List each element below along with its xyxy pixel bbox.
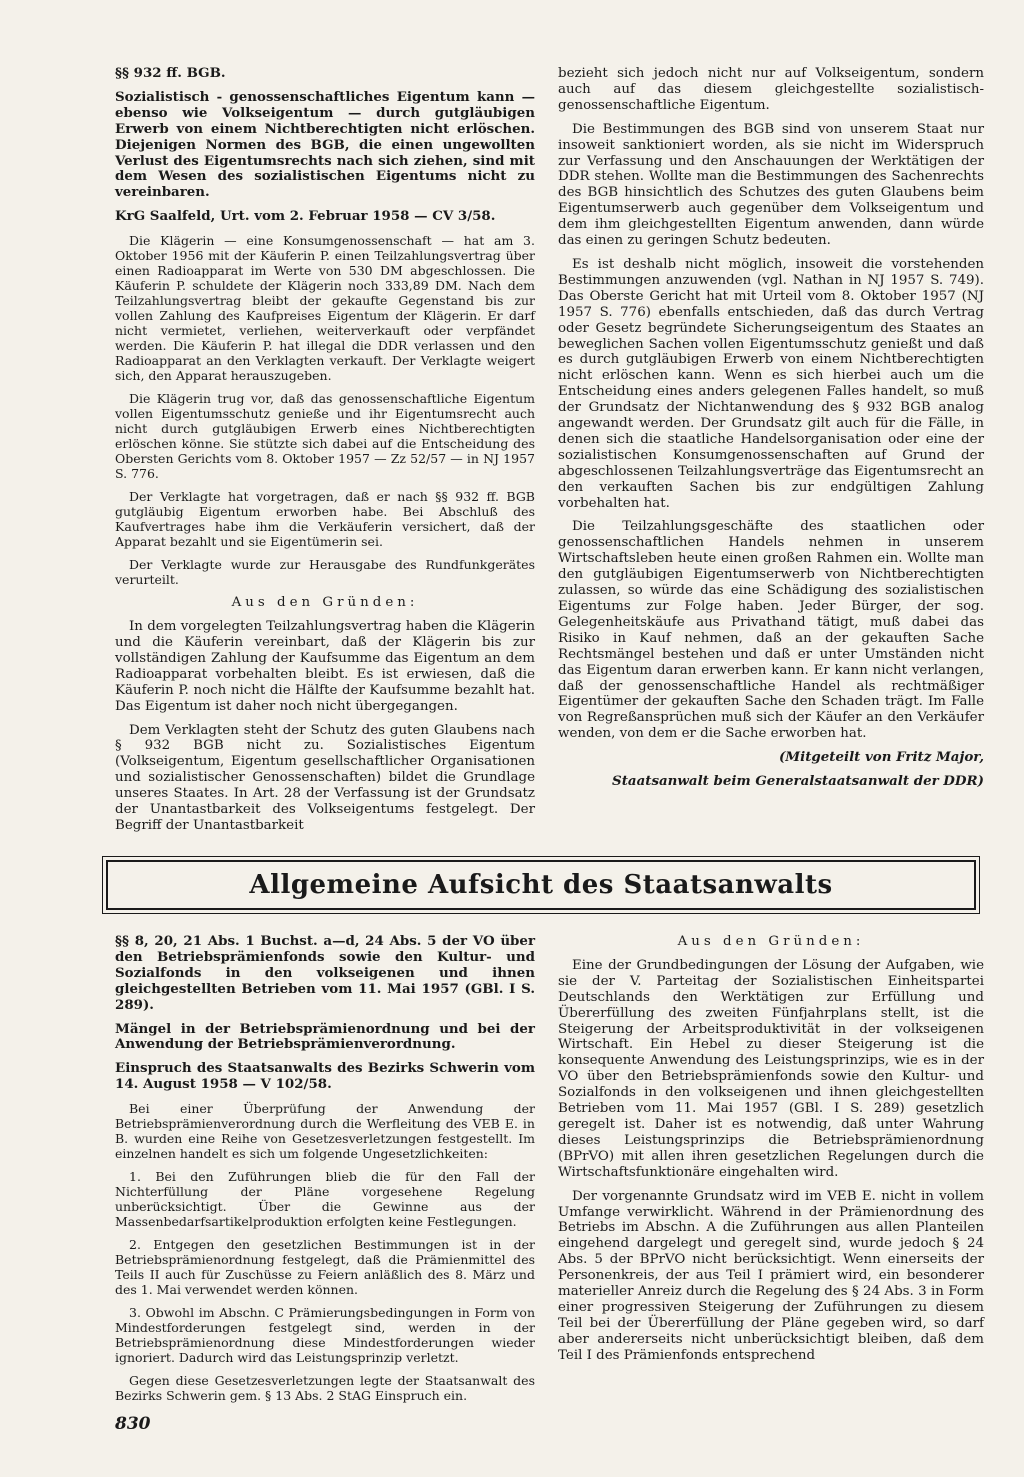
case2-closing: Gegen diese Gesetzesverletzungen legte der Staatsanwalt des Bezirks Schwerin gem. § 13 Abs. 2 StAG Einspruch ein. [115, 1373, 535, 1404]
case1-reason-right-1: bezieht sich jedoch nicht nur auf Volkseigentum, sondern auch auf das diesem gleichgestellte sozialistisch-genossenschaftliche Eigentum. [558, 66, 984, 113]
page-number: 830 [115, 1414, 151, 1434]
case1-fact-4: Der Verklagte wurde zur Herausgabe des Rundfunkgerätes verurteilt. [115, 557, 535, 588]
case2-item-1: 1. Bei den Zuführungen blieb die für den Fall der Nichterfüllung der Pläne vorgesehene Regelung unberücksichtigt. Über die Gewinne aus der Massenbedarfsartikelproduktion erfolgten keine Festlegungen. [115, 1169, 535, 1230]
case2-item-3: 3. Obwohl im Abschn. C Prämierungsbedingungen in Form von Mindestforderungen festgelegt sind, werden in der Betriebsprämienordnung diese Mindestforderungen wieder ignoriert. Dadurch wird das Leistungsprinzip verletzt. [115, 1305, 535, 1366]
column-top-left [115, 66, 535, 842]
signature-line-2: Staatsanwalt beim Generalstaatsanwalt der DDR) [612, 773, 984, 790]
case2-intro: Bei einer Überprüfung der Anwendung der Betriebsprämienverordnung durch die Werfleitung des VEB E. in B. wurden eine Reihe von Gesetzesverletzungen festgestellt. Im einzelnen handelt es sich um folgende Ungesetzlichkeiten: [115, 1101, 535, 1162]
case2-reason-1: Eine der Grundbedingungen der Lösung der Aufgaben, wie sie der V. Parteitag der Sozialistischen Einheitspartei Deutschlands den Werktätigen zur Erfüllung und Übererfüllung des zweiten Fünfjahrplans stellt, ist die Steigerung der Arbeitsproduktivität in der volkseigenen Wirtschaft. Ein Hebel zu dieser Steigerung ist die konsequente Anwendung des Leistungsprinzips, wie es in der VO über den Betriebsprämienfonds sowie den Kultur- und Sozialfonds in den volkseigenen und ihnen gleichgestellten Betrieben vom 11. Mai 1957 (GBl. I S. 289) gesetzlich geregelt ist. Daher ist es notwendig, daß unter Wahrung dieses Leistungsprinzips die Betriebsprämienordnung (BPrVO) mit allen ihren gesetzlichen Regelungen durch die Wirtschaftsfunktionäre eingehalten wird. [558, 957, 984, 1180]
column-top-right [558, 66, 984, 798]
case1-fact-3: Der Verklagte hat vorgetragen, daß er nach §§ 932 ff. BGB gutgläubig Eigentum erworben habe. Bei Abschluß des Kaufvertrages habe ihm die Verkäuferin versichert, daß der Apparat bezahlt und sie Eigentümerin sei. [115, 489, 535, 550]
case1-fact-1: Die Klägerin — eine Konsumgenossenschaft — hat am 3. Oktober 1956 mit der Käuferin P. einen Teilzahlungsvertrag über einen Radioapparat im Werte von 530 DM abgeschlossen. Die Käuferin P. schuldete der Klägerin noch 333,89 DM. Nach dem Teilzahlungsvertrag bleibt der gekaufte Gegenstand bis zur vollen Zahlung des Kaufpreises Eigentum der Klägerin. Er darf nicht vermietet, verliehen, weiterverkauft oder verpfändet werden. Die Käuferin P. hat illegal die DDR verlassen und den Radioapparat an den Verklagten verkauft. Der Verklagte weigert sich, den Apparat herauszugeben. [115, 233, 535, 384]
case1-reason-right-2: Die Bestimmungen des BGB sind von unserem Staat nur insoweit sanktioniert worden, als sie nicht im Widerspruch zur Verfassung und den Anschauungen der Werktätigen der DDR stehen. Wollte man die Bestimmungen des Sachenrechts des BGB hinsichtlich des Schutzes des guten Glaubens beim Eigentumserwerb auch gegenüber dem Volkseigentum und dem ihm gleichgestellten Eigentum anwenden, dann würde das einen zu geringen Schutz bedeuten. [558, 121, 984, 249]
case1-reason-right-3: Es ist deshalb nicht möglich, insoweit die vorstehenden Bestimmungen anzuwenden (vgl. Nathan in NJ 1957 S. 749). Das Oberste Gericht hat mit Urteil vom 8. Oktober 1957 (NJ 1957 S. 776) ebenfalls entschieden, daß das durch Vertrag oder Gesetz begründete Sicherungseigentum des Staates an beweglichen Sachen vollen Eigentumsschutz genießt und daß es durch gutgläubigen Erwerb von einem Nichtberechtigten nicht erlöschen kann. Wenn es sich hierbei auch um die Entscheidung eines anders gelegenen Falles handelt, so muß der Grundsatz der Nichtanwendung des § 932 BGB analog angewandt werden. Der Grundsatz gilt auch für die Fälle, in denen sich die staatliche Handelsorganisation oder eine der sozialistischen Konsumgenossenschaften auf Grund der abgeschlossenen Teilzahlungsverträge das Eigentumsrecht an den verkauften Sachen bis zur endgültigen Zahlung vorbehalten hat. [558, 256, 984, 511]
case1-reason-left-2: Dem Verklagten steht der Schutz des guten Glaubens nach § 932 BGB nicht zu. Sozialistisches Eigentum (Volkseigentum, Eigentum gesellschaftlicher Organisationen und sozialistischer Genossenschaften) bildet die Grundlage unseres Staates. In Art. 28 der Verfassung ist der Grundsatz der Unantastbarkeit des Volkseigentums festgelegt. Der Begriff der Unantastbarkeit [115, 722, 535, 833]
section-heading-box [106, 860, 976, 910]
case1-reference: §§ 932 ff. BGB. [115, 65, 226, 81]
case2-protest: Einspruch des Staatsanwalts des Bezirks Schwerin vom 14. August 1958 — V 102/58. [115, 1060, 535, 1093]
case1-reasons-heading: Aus den Gründen: [231, 595, 419, 611]
case1-court: KrG Saalfeld, Urt. vom 2. Februar 1958 — CV 3/58. [115, 208, 496, 225]
column-bottom-left [115, 934, 535, 1411]
case2-reasons-heading: Aus den Gründen: [677, 934, 865, 949]
case1-reason-left-1: In dem vorgelegten Teilzahlungsvertrag haben die Klägerin und die Käuferin vereinbart, daß der Klägerin bis zur vollständigen Zahlung der Kaufsumme das Eigentum an dem Radioapparat vorbehalten bleibt. Es ist erwiesen, daß die Käuferin P. noch nicht die Hälfte der Kaufsumme bezahlt hat. Das Eigentum ist daher noch nicht übergegangen. [115, 619, 535, 714]
case1-reason-right-4: Die Teilzahlungsgeschäfte des staatlichen oder genossenschaftlichen Handels nehmen in unserem Wirtschaftsleben heute einen großen Rahmen ein. Wollte man den gutgläubigen Eigentumserwerb von Nichtberechtigten zulassen, so würde das eine Schädigung des sozialistischen Eigentums zur Folge haben. Jeder Bürger, der sog. Gelegenheitskäufe aus Privathand tätigt, muß dabei das Risiko in Kauf nehmen, daß an der gekauften Sache Rechtsmängel bestehen und daß er unter Umständen nicht das Eigentum daran erwerben kann. Er kann nicht verlangen, daß der genossenschaftliche Handel als rechtmäßiger Eigentümer der gekauften Sache den Schaden trägt. Im Falle von Regreßansprüchen muß sich der Käufer an den Verkäufer wenden, von dem er die Sache erworben hat. [558, 519, 984, 742]
case1-leitsatz: Sozialistisch - genossenschaftliches Eigentum kann — ebenso wie Volkseigentum — durch gutgläubigen Erwerb von einem Nichtberechtigten nicht erlöschen. Diejenigen Normen des BGB, die einen ungewollten Verlust des Eigentumsrechts nach sich ziehen, sind mit dem Wesen des sozialistischen Eigentums nicht zu vereinbaren. [115, 88, 535, 201]
section-title: Allgemeine Aufsicht des Staatsanwalts [249, 870, 833, 900]
column-bottom-right [558, 934, 984, 1372]
case1-fact-2: Die Klägerin trug vor, daß das genossenschaftliche Eigentum vollen Eigentumsschutz genieße und ihr Eigentumsrecht auch nicht durch gutgläubigen Erwerb eines Nichtberechtigten erlöschen könne. Sie stützte sich dabei auf die Entscheidung des Obersten Gerichts vom 8. Oktober 1957 — Zz 52/57 — in NJ 1957 S. 776. [115, 391, 535, 482]
case2-item-2: 2. Entgegen den gesetzlichen Bestimmungen ist in der Betriebsprämienordnung festgelegt, daß die Prämienmittel des Teils II auch für Zuschüsse zu Feiern anläßlich des 8. März und des 1. Mai verwendet werden können. [115, 1237, 535, 1298]
signature-line-1: (Mitgeteilt von Fritz Major, [778, 749, 984, 766]
case2-reason-2: Der vorgenannte Grundsatz wird im VEB E. nicht in vollem Umfange verwirklicht. Während in der Prämienordnung des Betriebs im Abschn. A die Zuführungen aus allen Planteilen eingehend dargelegt und geregelt sind, wurde jedoch § 24 Abs. 5 der BPrVO nicht berücksichtigt. Wenn einerseits der Personenkreis, der aus Teil I prämiert wird, ein besonderer materieller Anreiz durch die Regelung des § 24 Abs. 3 in Form einer progressiven Steigerung der Zuführungen zu diesem Teil bei der Übererfüllung der Pläne gegeben wird, so darf aber andererseits nicht unberücksichtigt bleiben, daß dem Teil I des Prämienfonds entsprechend [558, 1188, 984, 1363]
case2-leitsatz: Mängel in der Betriebsprämienordnung und bei der Anwendung der Betriebsprämienverordnung. [115, 1020, 535, 1053]
case2-reference: §§ 8, 20, 21 Abs. 1 Buchst. a—d, 24 Abs. 5 der VO über den Betriebsprämienfonds sowie den Kultur- und Sozialfonds in den volkseigenen und ihnen gleichgestellten Betrieben vom 11. Mai 1957 (GBl. I S. 289). [115, 933, 535, 1013]
